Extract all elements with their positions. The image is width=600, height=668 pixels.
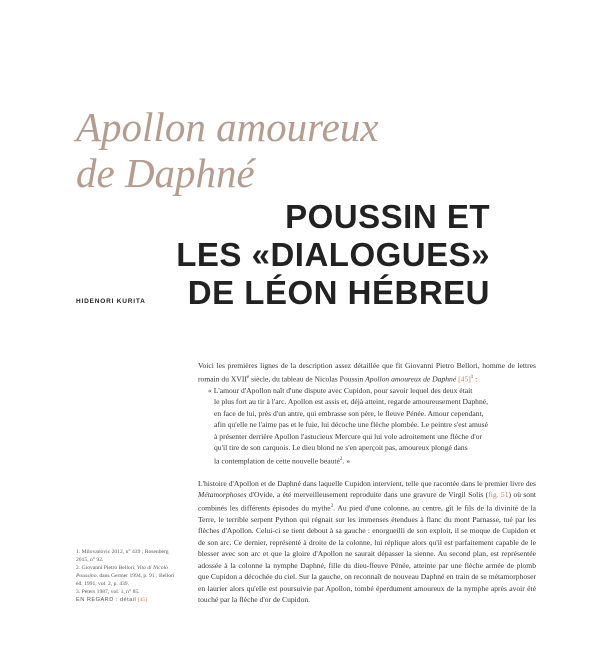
metamorphoses-title: Métamorphoses — [198, 490, 247, 500]
p2-text-d: . Au pied d'une colonne, au centre, gît le fils de la divinité de la Terre, le terrible serpent Python qui régnait sur les immenses étendues à flanc du mont Parnasse, tué par les flèches d'Apollon. Celui-ci se tient debout à sa gauche : enorgueilli de son exploit, il se moque de Cupidon et de son arc. Ce dernier, représenté à droite de la colonne, lui réplique alors qu'il est parfaitement capable de le blesser avec son arc et que la gloire d'Apollon ne saurait dépasser la sienne. Au second plan, est représentée adossée à la colonne la nymphe Daphné, fille du dieu-fleuve Pénée, atteinte par une flèche armée de plomb que Cupidon a décochée du ciel. Sur la gauche, on reconnaît de nouveau Daphné en train de se métamorphoser en laurier alors qu'elle est poursuivie par Apollon, tombé éperdument amoureux de la nymphe après avoir été touché par la flèche d'or de Cupidon. — [198, 503, 536, 605]
intro-text-a: Voici les premières lignes de la description assez détaillée que fit Giovanni Pietro Bellori, homme de lettres romain du — [198, 361, 536, 384]
intro-century-sup: e — [246, 374, 250, 380]
bellori-quote — [208, 385, 536, 467]
footnote-3: 3. Peters 1987, vol. 1, n° 85. — [76, 589, 140, 595]
footnote-2-title: Vita di Nicolò Poussino — [76, 565, 168, 579]
quote-close: . » — [342, 456, 350, 466]
en-regard-label: EN REGARD : détail — [76, 597, 137, 603]
quote-line-last — [208, 454, 536, 467]
footnote-2-text-a: 2. Giovanni Pietro Bellori, — [76, 565, 137, 571]
p2-text-c: ) où sont combinés les différents épisodes du mythe — [198, 490, 537, 513]
main-text — [198, 360, 536, 606]
en-regard-caption — [76, 596, 181, 604]
title-caps — [176, 198, 490, 312]
quote-line: à présenter derrière Apollon l'astucieux Mercure qui lui vole adroitement une flèche d'or — [214, 431, 482, 441]
title-italic-line1: Apollon amoureux — [76, 104, 379, 150]
note-ref-1[interactable]: 1 — [470, 374, 474, 380]
quote-line: afin qu'elle ne l'aime pas et le fuie, lui décoche une flèche plombée. Le peintre s'est amusé — [214, 420, 488, 430]
footnote-2-text-b: , dans Germer 1994, p. 91 ; Bellori éd. 1991, vol. 2, p. 439. — [76, 573, 175, 587]
quote-line: « L'amour d'Apollon naît d'une dispute avec Cupidon, pour savoir lequel des deux était — [208, 385, 473, 395]
intro-century: XVII — [230, 374, 247, 384]
intro-text-c: : — [473, 374, 478, 384]
footnotes — [76, 548, 181, 604]
painting-title: Apollon amoureux de Daphné — [365, 374, 457, 384]
title-italic — [76, 104, 436, 196]
footnote-1: 1. Milovanovic 2012, n° 439 ; Rosenberg 2015, n° 92. — [76, 549, 169, 563]
quote-line: qu'il tire de son carquois. Le dieu blond ne s'en aperçoit pas, amoureux plongé dans — [214, 443, 468, 453]
title-caps-line3: DE LÉON HÉBREU — [187, 274, 490, 311]
title-caps-line1: POUSSIN ET — [285, 198, 490, 235]
title-italic-line2: de Daphné — [76, 150, 255, 196]
paragraph-gap — [198, 467, 536, 478]
p2-text-b: d'Ovide, a été merveilleusement reproduite dans une gravure de Virgil Solis ( — [246, 490, 489, 500]
note-ref-2[interactable]: 2 — [339, 456, 343, 462]
title-caps-line2: LES «DIALOGUES» — [176, 236, 490, 273]
quote-line: le plus fort au tir à l'arc. Apollon est assis et, déjà atteint, regarde amoureusement Daphné, — [214, 397, 489, 407]
intro-paragraph — [198, 360, 536, 385]
note-ref-3[interactable]: 3 — [330, 503, 334, 509]
apollo-daphne-paragraph — [198, 478, 536, 606]
quote-line-text: la contemplation de cette nouvelle beauté — [214, 456, 340, 466]
p2-text-a: L'histoire d'Apollon et de Daphné dans laquelle Cupidon intervient, telle que racontée dans le premier livre des — [198, 478, 536, 488]
en-regard-ref[interactable]: [45] — [137, 597, 148, 603]
quote-line: en face de lui, près d'un antre, qui embrasse son père, le fleuve Pénée. Amour cependant, — [214, 408, 484, 418]
figure-ref-51[interactable]: fig. 51 — [488, 490, 509, 500]
intro-text-b: siècle, du tableau de Nicolas Poussin — [249, 374, 366, 384]
footnote-2 — [76, 564, 181, 588]
figure-ref-45[interactable]: [45] — [458, 374, 471, 384]
author-name: HIDENORI KURITA — [76, 298, 146, 305]
